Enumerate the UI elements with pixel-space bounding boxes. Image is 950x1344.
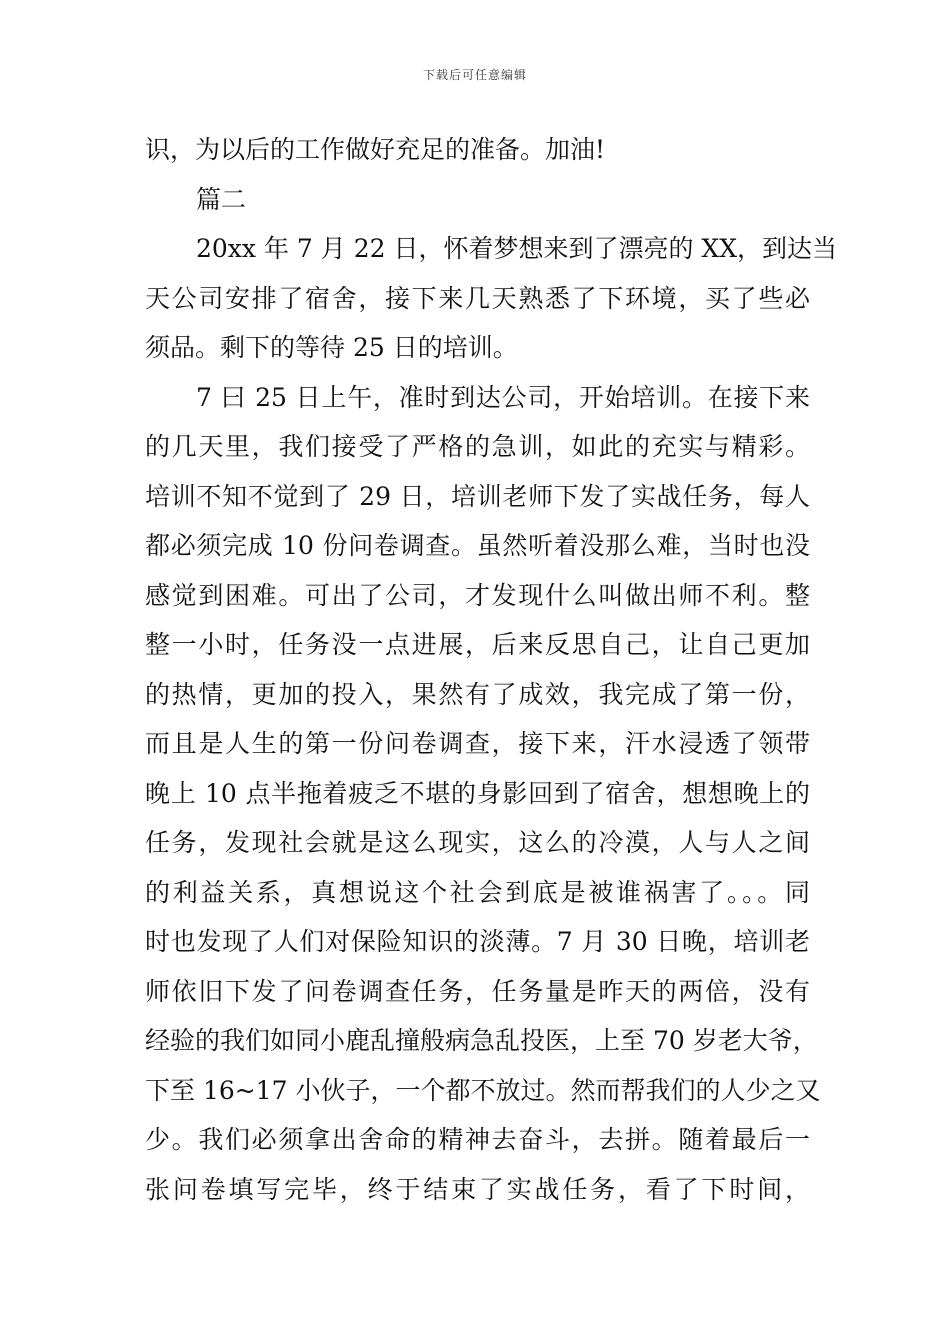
text-line: 的热情，更加的投入，果然有了成效，我完成了第一份， <box>145 679 810 709</box>
text-line: 晚上 10 点半拖着疲乏不堪的身影回到了宿舍，想想晚上的 <box>145 778 810 808</box>
section-heading: 篇二 <box>196 184 247 214</box>
text-line: 都必须完成 10 份问卷调查。虽然听着没那么难，当时也没 <box>145 531 810 560</box>
text-line: 师依旧下发了问卷调查任务，任务量是昨天的两倍，没有 <box>145 976 810 1006</box>
text-line: 少。我们必须拿出舍命的精神去奋斗，去拼。随着最后一 <box>145 1125 810 1154</box>
text-line: 培训不知不觉到了 29 日，培训老师下发了实战任务，每人 <box>145 481 810 511</box>
text-line: 经验的我们如同小鹿乱撞般病急乱投医，上至 70 岁老大爷， <box>145 1026 818 1055</box>
text-line: 须品。剩下的等待 25 日的培训。 <box>145 333 518 362</box>
text-line: 而且是人生的第一份问卷调查，接下来，汗水浸透了领带 <box>145 729 810 758</box>
document-body <box>145 125 838 1214</box>
text-line: 整一小时，任务没一点进展，后来反思自己，让自己更加 <box>145 630 810 659</box>
text-line: 任务，发现社会就是这么现实，这么的冷漠，人与人之间 <box>145 828 810 857</box>
text-line: 的几天里，我们接受了严格的急训，如此的充实与精彩。 <box>145 432 810 461</box>
text-line: 时也发现了人们对保险知识的淡薄。7 月 30 日晚，培训老 <box>145 927 810 956</box>
text-line: 下至 16~17 小伙子，一个都不放过。然而帮我们的人少之又 <box>145 1075 821 1105</box>
text-line: 感觉到困难。可出了公司，才发现什么叫做出师不利。整 <box>145 580 810 610</box>
text-line: 识，为以后的工作做好充足的准备。加油! <box>145 135 606 164</box>
text-line: 7 曰 25 日上午，准时到达公司，开始培训。在接下来 <box>196 382 810 412</box>
text-line: 20xx 年 7 月 22 日，怀着梦想来到了漂亮的 XX，到达当 <box>196 234 838 263</box>
page-header-note: 下载后可任意编辑 <box>422 68 527 82</box>
text-line: 的利益关系，真想说这个社会到底是被谁祸害了。。。同 <box>145 877 810 907</box>
text-line: 张问卷填写完毕，终于结束了实战任务，看了下时间， <box>145 1174 810 1204</box>
text-line: 天公司安排了宿舍，接下来几天熟悉了下环境，买了些必 <box>145 283 810 313</box>
